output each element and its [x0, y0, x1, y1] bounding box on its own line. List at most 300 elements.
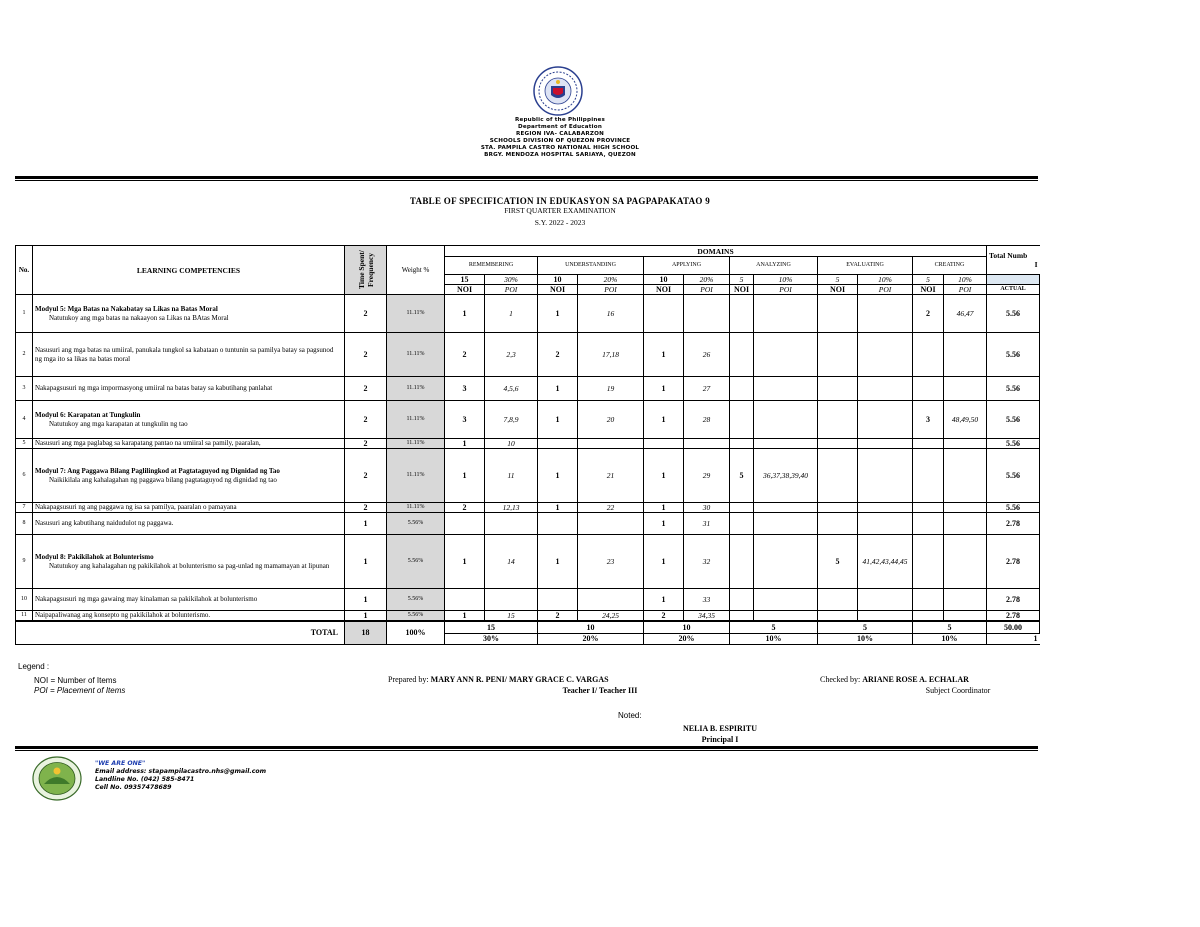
noi-cell	[538, 439, 578, 449]
school-header	[360, 117, 760, 159]
col-competencies: LEARNING COMPETENCIES	[33, 246, 345, 295]
col-total	[987, 246, 1040, 275]
domains-header: DOMAINS	[445, 246, 987, 257]
module-title: Modyul 8: Pakikilahok at Bolunterismo	[35, 553, 154, 561]
noi-cell	[913, 333, 944, 377]
prepared-names: MARY ANN R. PENI/ MARY GRACE C. VARGAS	[430, 675, 609, 684]
checked-role: Subject Coordinator	[925, 686, 991, 695]
domain-items: 10	[644, 275, 684, 285]
time-spent: 2	[345, 401, 387, 439]
poi-cell	[754, 535, 818, 589]
footer-divider-thin	[15, 750, 1038, 751]
time-spent: 1	[345, 589, 387, 611]
poi-cell	[485, 589, 538, 611]
poi-cell: 14	[485, 535, 538, 589]
total-blank	[987, 275, 1040, 285]
noi-cell	[913, 513, 944, 535]
competency-cell	[33, 535, 345, 589]
poi-cell: 27	[684, 377, 730, 401]
domain-pct: 10%	[944, 275, 987, 285]
table-row	[16, 439, 1040, 449]
noi-cell	[913, 611, 944, 622]
weight-pct: 5.56%	[387, 513, 445, 535]
poi-cell: 4,5,6	[485, 377, 538, 401]
weight-pct: 5.56%	[387, 611, 445, 622]
noi-cell: 2	[538, 611, 578, 622]
noi-cell	[730, 589, 754, 611]
noi-cell	[913, 535, 944, 589]
noi-cell: 1	[538, 377, 578, 401]
row-number: 5	[16, 439, 33, 449]
poi-cell	[944, 535, 987, 589]
footer-motto: "WE ARE ONE"	[95, 760, 146, 767]
poi-cell: 31	[684, 513, 730, 535]
competency-cell	[33, 333, 345, 377]
noi-cell: 1	[644, 535, 684, 589]
time-spent: 1	[345, 513, 387, 535]
poi-cell: 7,8,9	[485, 401, 538, 439]
poi-cell	[858, 503, 913, 513]
poi-cell	[754, 589, 818, 611]
deped-seal-logo	[533, 66, 583, 116]
poi-cell: 32	[684, 535, 730, 589]
poi-cell	[944, 333, 987, 377]
noi-cell: 1	[538, 449, 578, 503]
legend-poi: POI = Placement of Items	[34, 686, 126, 695]
domain-items: 10	[538, 275, 578, 285]
footer-cell: Cell No. 09357478689	[95, 784, 172, 791]
poi-cell	[858, 513, 913, 535]
weight-pct: 11.11%	[387, 295, 445, 333]
poi-cell: 23	[578, 535, 644, 589]
poi-cell	[754, 439, 818, 449]
competency-cell	[33, 611, 345, 622]
competency-text: Nakapagsusuri ng mga impormasyong umiiral na batas batay sa kabutihang panlahat	[35, 384, 273, 393]
table-row	[16, 295, 1040, 333]
noi-cell: 1	[644, 449, 684, 503]
poi-cell	[858, 439, 913, 449]
noi-cell: 1	[644, 503, 684, 513]
poi-cell	[858, 611, 913, 622]
noi-cell	[730, 611, 754, 622]
domain-analyzing: ANALYZING	[730, 257, 818, 275]
footer-info	[95, 760, 266, 792]
poi-cell: 46,47	[944, 295, 987, 333]
poi-cell: 28	[684, 401, 730, 439]
poi-cell: 24,25	[578, 611, 644, 622]
poi-header: POI	[684, 285, 730, 295]
noi-cell: 1	[644, 401, 684, 439]
poi-cell	[578, 439, 644, 449]
row-number: 3	[16, 377, 33, 401]
poi-cell	[578, 513, 644, 535]
poi-cell	[485, 513, 538, 535]
noi-cell: 1	[538, 503, 578, 513]
time-spent: 2	[345, 439, 387, 449]
weight-pct: 5.56%	[387, 589, 445, 611]
table-row	[16, 589, 1040, 611]
total-weight: 100%	[387, 621, 445, 644]
noi-cell	[818, 449, 858, 503]
actual-cell: 5.56	[987, 333, 1040, 377]
poi-cell: 19	[578, 377, 644, 401]
noi-cell: 5	[818, 535, 858, 589]
total-pct: 30%	[445, 633, 538, 644]
noi-cell	[644, 439, 684, 449]
total-items: 5	[818, 621, 913, 633]
poi-cell: 12,13	[485, 503, 538, 513]
header-divider	[15, 176, 1038, 179]
noi-cell	[730, 513, 754, 535]
actual-cell: 5.56	[987, 449, 1040, 503]
competency-text: Nasusuri ang mga paglabag sa karapatang pantao na umiiral sa pamily, paaralan,	[35, 439, 261, 448]
domain-evaluating: EVALUATING	[818, 257, 913, 275]
noi-header: NOI	[730, 285, 754, 295]
poi-cell	[944, 377, 987, 401]
poi-cell: 48,49,50	[944, 401, 987, 439]
weight-pct: 11.11%	[387, 439, 445, 449]
competency-rows	[16, 295, 1040, 622]
col-weight: Weight %	[387, 246, 445, 295]
poi-cell: 21	[578, 449, 644, 503]
poi-cell: 16	[578, 295, 644, 333]
poi-header: POI	[578, 285, 644, 295]
poi-cell	[944, 589, 987, 611]
competency-text: Natutukoy ang mga batas na nakaayon sa Likas na BAtas Moral	[49, 313, 229, 322]
poi-cell	[944, 439, 987, 449]
poi-cell	[858, 401, 913, 439]
competency-cell	[33, 503, 345, 513]
poi-cell	[754, 333, 818, 377]
poi-cell	[754, 401, 818, 439]
domain-pct: 10%	[858, 275, 913, 285]
school-logo	[32, 756, 82, 801]
poi-header: POI	[944, 285, 987, 295]
poi-cell: 17,18	[578, 333, 644, 377]
competency-text: Natutukoy ang kahalagahan ng pakikilahok at bolunterismo sa pag-unlad ng mamamayan at lipunan	[49, 561, 330, 570]
noi-cell: 2	[913, 295, 944, 333]
poi-cell	[858, 295, 913, 333]
noi-cell: 1	[644, 513, 684, 535]
exam-title: FIRST QUARTER EXAMINATION	[504, 206, 616, 215]
competency-text: Nasusuri ang kabutihang naidudulot ng paggawa.	[35, 519, 174, 528]
noi-cell	[730, 535, 754, 589]
domain-pct: 10%	[754, 275, 818, 285]
noi-cell: 1	[445, 439, 485, 449]
poi-cell: 36,37,38,39,40	[754, 449, 818, 503]
poi-header: POI	[485, 285, 538, 295]
row-number: 7	[16, 503, 33, 513]
time-spent: 1	[345, 611, 387, 622]
header-line: BRGY. MENDOZA HOSPITAL SARIAYA, QUEZON	[484, 152, 636, 158]
competency-text: Nasusuri ang mga batas na umiiral, panukala tungkol sa kabataan o tuntunin sa pamilya batay sa pagsunod ng mga ito sa likas na batas moral	[35, 346, 334, 363]
col-total-label2: I	[1034, 260, 1038, 269]
noi-cell	[730, 503, 754, 513]
competency-text: Nakapagsusuri ng mga gawaing may kinalaman sa pakikilahok at bolunterismo	[35, 595, 258, 604]
prepared-role: Teacher I/ Teacher III	[562, 686, 638, 695]
poi-cell: 22	[578, 503, 644, 513]
weight-pct: 11.11%	[387, 333, 445, 377]
total-pct: 10%	[730, 633, 818, 644]
competency-text: Nakapagsusuri ng ang paggawa ng isa sa pamilya, paaralan o pamayana	[35, 503, 237, 512]
noi-cell: 1	[644, 589, 684, 611]
noi-cell	[818, 401, 858, 439]
row-number: 1	[16, 295, 33, 333]
poi-cell	[578, 589, 644, 611]
header-line: SCHOOLS DIVISION OF QUEZON PROVINCE	[489, 138, 631, 144]
poi-cell: 1	[485, 295, 538, 333]
poi-cell	[944, 503, 987, 513]
checked-label: Checked by:	[820, 675, 861, 684]
row-number: 9	[16, 535, 33, 589]
poi-cell	[754, 513, 818, 535]
table-of-specification	[15, 245, 1040, 645]
poi-cell: 10	[485, 439, 538, 449]
domain-understanding: UNDERSTANDING	[538, 257, 644, 275]
domain-items: 5	[913, 275, 944, 285]
prepared-label: Prepared by:	[388, 675, 429, 684]
noted-role: Principal I	[701, 735, 739, 744]
poi-cell	[858, 449, 913, 503]
header-line: Republic of the Philippines	[514, 117, 606, 123]
competency-cell	[33, 377, 345, 401]
noi-cell	[913, 589, 944, 611]
noi-cell	[913, 377, 944, 401]
competency-cell	[33, 401, 345, 439]
noi-cell: 3	[445, 377, 485, 401]
poi-cell: 11	[485, 449, 538, 503]
total-items: 15	[445, 621, 538, 633]
total-items: 5	[730, 621, 818, 633]
header-line: Department of Education	[517, 124, 602, 130]
weight-pct: 11.11%	[387, 449, 445, 503]
weight-pct: 11.11%	[387, 377, 445, 401]
domain-creating: CREATING	[913, 257, 987, 275]
poi-cell: 41,42,43,44,45	[858, 535, 913, 589]
noi-cell: 1	[445, 535, 485, 589]
total-items: 10	[644, 621, 730, 633]
noi-cell: 1	[644, 377, 684, 401]
weight-pct: 11.11%	[387, 503, 445, 513]
poi-cell: 26	[684, 333, 730, 377]
time-spent: 2	[345, 377, 387, 401]
noi-cell	[913, 439, 944, 449]
noi-cell: 5	[730, 449, 754, 503]
noi-cell	[538, 589, 578, 611]
noi-cell	[730, 401, 754, 439]
poi-cell	[754, 611, 818, 622]
header-divider-thin	[15, 180, 1038, 181]
total-pct: 20%	[644, 633, 730, 644]
module-title: Modyul 7: Ang Paggawa Bilang Paglilingkod at Pagtataguyod ng Dignidad ng Tao	[35, 467, 280, 475]
checked-by	[820, 675, 969, 685]
poi-header: POI	[858, 285, 913, 295]
poi-cell: 20	[578, 401, 644, 439]
actual-cell: 2.78	[987, 611, 1040, 622]
noi-cell	[445, 513, 485, 535]
table-row	[16, 449, 1040, 503]
total-pct: 10%	[913, 633, 987, 644]
noi-header: NOI	[445, 285, 485, 295]
module-title: Modyul 6: Karapatan at Tungkulin	[35, 411, 141, 419]
time-spent: 1	[345, 535, 387, 589]
actual-cell: 2.78	[987, 589, 1040, 611]
noi-cell: 1	[445, 449, 485, 503]
noi-cell: 2	[445, 333, 485, 377]
time-spent: 2	[345, 503, 387, 513]
noi-header: NOI	[538, 285, 578, 295]
poi-cell	[684, 439, 730, 449]
domain-items: 5	[730, 275, 754, 285]
domain-items: 5	[818, 275, 858, 285]
domain-items: 15	[445, 275, 485, 285]
total-items: 5	[913, 621, 987, 633]
noi-cell: 1	[538, 295, 578, 333]
domain-applying: APPLYING	[644, 257, 730, 275]
col-no: No.	[16, 246, 33, 295]
noi-cell	[818, 333, 858, 377]
noi-cell	[818, 513, 858, 535]
poi-cell	[858, 589, 913, 611]
time-spent: 2	[345, 333, 387, 377]
poi-cell: 29	[684, 449, 730, 503]
footer-email: Email address: stapampilacastro.nhs@gmail.com	[95, 768, 267, 775]
total-items: 10	[538, 621, 644, 633]
domain-remembering: REMEMBERING	[445, 257, 538, 275]
time-spent: 2	[345, 295, 387, 333]
table-row	[16, 503, 1040, 513]
noi-cell	[818, 611, 858, 622]
competency-cell	[33, 513, 345, 535]
checked-name: ARIANE ROSE A. ECHALAR	[862, 675, 969, 684]
noi-cell	[730, 439, 754, 449]
footer-landline: Landline No. (042) 585-8471	[95, 776, 195, 783]
document-title: TABLE OF SPECIFICATION IN EDUKASYON SA PAGPAPAKATAO 9	[409, 196, 711, 206]
noi-cell	[644, 295, 684, 333]
table-row	[16, 401, 1040, 439]
poi-cell	[944, 449, 987, 503]
poi-cell: 34,35	[684, 611, 730, 622]
table-row	[16, 611, 1040, 622]
actual-cell: 5.56	[987, 439, 1040, 449]
noi-cell: 1	[445, 295, 485, 333]
col-time	[345, 246, 387, 295]
noi-cell	[818, 377, 858, 401]
poi-cell: 33	[684, 589, 730, 611]
noi-cell	[818, 439, 858, 449]
table-row	[16, 377, 1040, 401]
noi-header: NOI	[644, 285, 684, 295]
row-number: 10	[16, 589, 33, 611]
noted-label: Noted:	[618, 711, 642, 720]
poi-cell	[754, 377, 818, 401]
poi-cell	[754, 295, 818, 333]
total-pct: 10%	[818, 633, 913, 644]
competency-cell	[33, 439, 345, 449]
actual-cell: 5.56	[987, 401, 1040, 439]
poi-cell	[858, 333, 913, 377]
col-total-label: Total Numb	[989, 251, 1028, 260]
table-row	[16, 535, 1040, 589]
poi-header: POI	[754, 285, 818, 295]
competency-cell	[33, 449, 345, 503]
actual-cell: 2.78	[987, 535, 1040, 589]
noi-cell	[730, 333, 754, 377]
poi-cell	[944, 611, 987, 622]
row-number: 2	[16, 333, 33, 377]
competency-cell	[33, 589, 345, 611]
legend-title: Legend :	[18, 662, 50, 671]
noi-cell: 2	[538, 333, 578, 377]
module-title: Modyul 5: Mga Batas na Nakabatay sa Likas na Batas Moral	[35, 305, 218, 313]
footer-divider	[15, 746, 1038, 749]
actual-header: ACTUAL	[987, 285, 1040, 295]
competency-text: Naikikilala ang kahalagahan ng paggawa bilang pagtataguyod ng dignidad ng tao	[49, 475, 277, 484]
noi-cell	[730, 377, 754, 401]
noi-cell: 3	[913, 401, 944, 439]
domain-pct: 20%	[684, 275, 730, 285]
noi-cell: 2	[445, 503, 485, 513]
time-spent: 2	[345, 449, 387, 503]
noi-header: NOI	[818, 285, 858, 295]
total-time: 18	[345, 621, 387, 644]
noi-cell: 1	[538, 535, 578, 589]
domain-pct: 30%	[485, 275, 538, 285]
noi-cell	[913, 503, 944, 513]
noi-cell: 2	[644, 611, 684, 622]
noi-cell: 1	[644, 333, 684, 377]
noi-cell	[818, 503, 858, 513]
noi-cell	[818, 295, 858, 333]
header-line: STA. PAMPILA CASTRO NATIONAL HIGH SCHOOL	[480, 145, 640, 151]
competency-cell	[33, 295, 345, 333]
row-number: 8	[16, 513, 33, 535]
actual-cell: 5.56	[987, 295, 1040, 333]
total-pct: 20%	[538, 633, 644, 644]
noi-cell	[818, 589, 858, 611]
competency-text: Natutukoy ang mga karapatan at tungkulin ng tao	[49, 419, 188, 428]
noi-cell	[538, 513, 578, 535]
competency-text: Naipapaliwanag ang konsepto ng pakikilahok at bolunterismo.	[35, 611, 211, 620]
noi-cell: 1	[538, 401, 578, 439]
legend-noi: NOI = Number of Items	[34, 676, 117, 685]
poi-cell: 2,3	[485, 333, 538, 377]
total-actual: 50.00	[987, 621, 1040, 633]
school-year: S.Y. 2022 - 2023	[534, 218, 586, 227]
domain-pct: 20%	[578, 275, 644, 285]
noi-cell: 3	[445, 401, 485, 439]
poi-cell	[858, 377, 913, 401]
weight-pct: 11.11%	[387, 401, 445, 439]
noi-cell	[445, 589, 485, 611]
title-block	[300, 196, 820, 230]
total-label: TOTAL	[16, 621, 345, 644]
prepared-by	[388, 675, 609, 685]
poi-cell: 15	[485, 611, 538, 622]
header-line: REGION IVA- CALABARZON	[516, 131, 604, 137]
noi-cell	[913, 449, 944, 503]
table-row	[16, 513, 1040, 535]
noi-cell: 1	[445, 611, 485, 622]
row-number: 4	[16, 401, 33, 439]
weight-pct: 5.56%	[387, 535, 445, 589]
row-number: 6	[16, 449, 33, 503]
poi-cell: 30	[684, 503, 730, 513]
poi-cell	[684, 295, 730, 333]
poi-cell	[754, 503, 818, 513]
total-actual2: 1	[987, 633, 1040, 644]
noi-header: NOI	[913, 285, 944, 295]
